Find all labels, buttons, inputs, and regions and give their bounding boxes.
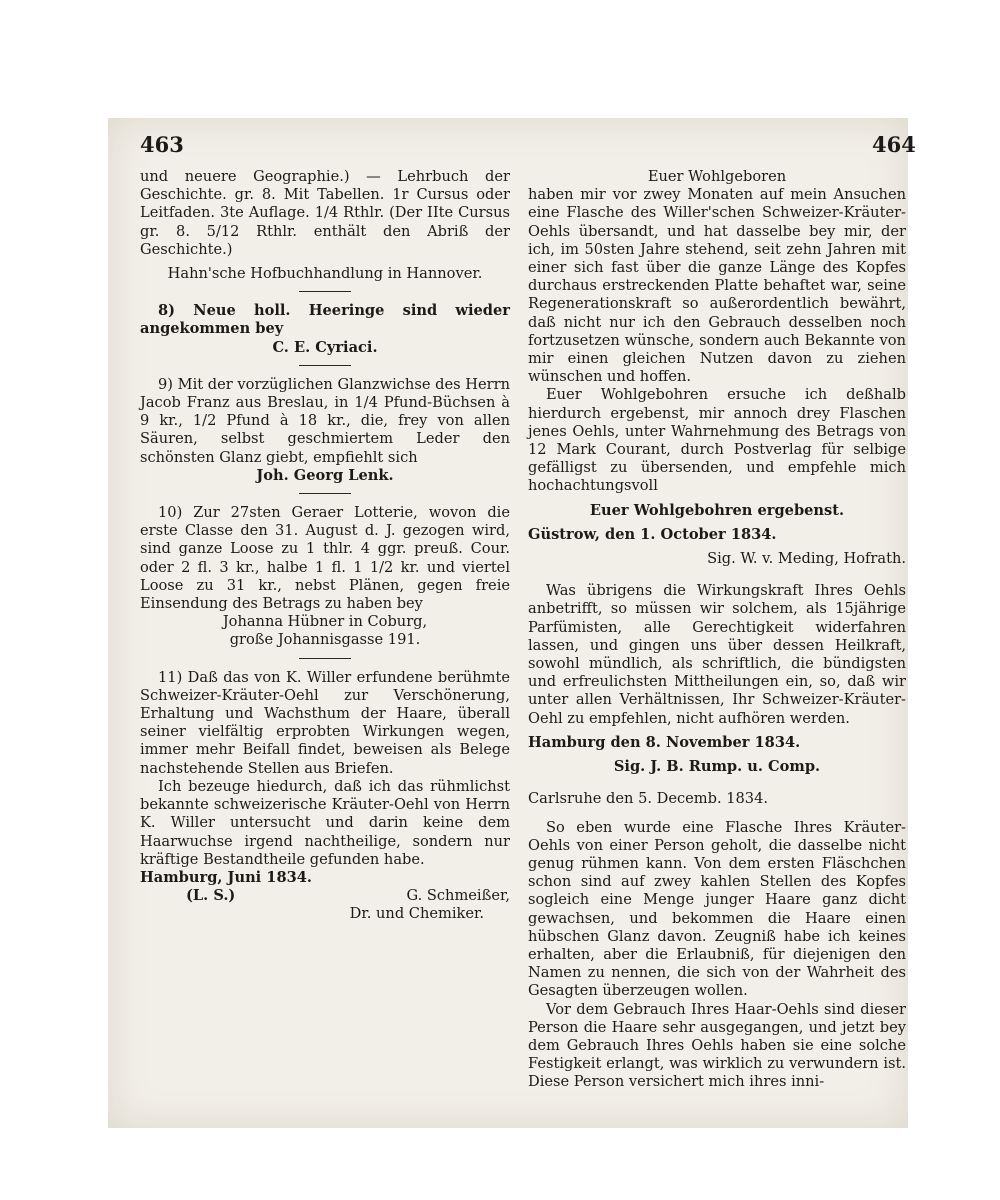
item-11-signatory-title: Dr. und Chemiker.	[349, 905, 484, 923]
item-8-text: 8) Neue holl. Heeringe sind wieder angekommen bey	[140, 302, 510, 338]
item-11-testimony: Ich bezeuge hiedurch, daß ich das rühmlichst bekannte schweizerische Kräuter-Oehl von Herrn K. Willer untersucht und darin keine dem Haarwuchse irgend nachtheilige, sondern nur kräftige Bestandtheile gefunden habe.	[140, 777, 510, 868]
item-7-text: und neuere Geographie.) — Lehrbuch der Geschichte. gr. 8. Mit Tabellen. 1r Cursus oder Leitfaden. 3te Auflage. 1/4 Rthlr. (Der IIte Cursus gr. 8. 5/12 Rthlr. enthält den Abriß der Geschichte.)	[140, 168, 510, 258]
letter-paragraph-5: Vor dem Gebrauch Ihres Haar-Oehls sind dieser Person die Haare sehr ausgegangen, und jetzt bey dem Gebrauch Ihres Oehls haben sie eine solche Festigkeit erlangt, was wirklich zu verwundern ist. Diese Person versichert mich ihres inni-	[528, 1000, 906, 1091]
item-9-text: 9) Mit der vorzüglichen Glanzwichse des Herrn Jacob Franz aus Breslau, in 1/4 Pfund-Büchsen à 9 kr., 1/2 Pfund à 18 kr., die, frey von allen Säuren, selbst geschmiertem Leder den schönsten Glanz giebt, empfiehlt sich	[140, 375, 510, 466]
separator-rule	[299, 658, 351, 659]
letter-salutation: Euer Wohlgeboren	[647, 168, 787, 185]
letter-1-place-date: Güstrow, den 1. October 1834.	[528, 525, 777, 543]
item-11-text: 11) Daß das von K. Willer erfundene berühmte Schweizer-Kräuter-Oehl zur Verschönerung, Erhaltung und Wachsthum der Haare, überall seiner vielfältig erprobten Wirkungen wegen, immer mehr Beifall findet, beweisen als Belege nachstehende Stellen aus Briefen.	[140, 668, 510, 777]
letter-paragraph-3: Was übrigens die Wirkungskraft Ihres Oehls anbetrifft, so müssen wir solchem, als 15jährige Parfümisten, alle Gerechtigkeit widerfahren lassen, und gingen uns über dessen Heilkraft, sowohl mündlich, als schriftlich, die bündigsten und erfreulichsten Mittheilungen ein, so, daß wir unter allen Verhältnissen, Ihr Schweizer-Kräuter-Oehl zu empfehlen, nicht aufhören werden.	[528, 582, 906, 727]
page-number-right: 464	[872, 132, 916, 157]
letter-paragraph-1: haben mir vor zwey Monaten auf mein Ansuchen eine Flasche des Willer'schen Schweizer-Kräuter-Oehls übersandt, und hat dasselbe bey mir, der ich, im 50sten Jahre stehend, seit zehn Jahren mit einer sich fast über die ganze Länge des Kopfes durchaus erstreckenden Platte behaftet war, seine Regenerationskraft so außerordentlich bewährt, daß nicht nur ich den Gebrauch desselben noch fortzusetzen wünsche, sondern auch Bekannte von mir einen gleichen Nutzen davon zu ziehen wünschen und hoffen.	[528, 186, 906, 386]
letter-2-signature: Sig. J. B. Rump. u. Comp.	[613, 758, 821, 776]
item-10-text: 10) Zur 27sten Geraer Lotterie, wovon die erste Classe den 31. August d. J. gezogen wird, sind ganze Loose zu 1 thlr. 4 ggr. preuß. Cour. oder 2 fl. 3 kr., halbe 1 fl. 1 1/2 kr. und viertel Loose zu 31 kr., nebst Plänen, gegen freie Einsendung des Betrags zu haben bey	[140, 504, 510, 613]
separator-rule	[299, 493, 351, 494]
item-11-signatory: G. Schmeißer,	[406, 887, 510, 905]
separator-rule	[299, 291, 351, 292]
letter-3-place-date: Carlsruhe den 5. Decemb. 1834.	[528, 790, 769, 808]
page-number-left: 463	[140, 132, 184, 157]
item-11-seal: (L. S.)	[186, 887, 236, 905]
item-11-place-date: Hamburg, Juni 1834.	[140, 868, 313, 886]
letter-closing: Euer Wohlgebohren ergebenst.	[589, 501, 845, 519]
item-8-signature: C. E. Cyriaci.	[272, 338, 378, 356]
left-column	[140, 168, 510, 924]
item-7-signature: Hahn'sche Hofbuchhandlung in Hannover.	[167, 265, 483, 283]
right-column	[528, 168, 906, 1092]
separator-rule	[299, 365, 351, 366]
letter-paragraph-2: Euer Wohlgebohren ersuche ich deßhalb hierdurch ergebenst, mir annoch drey Flaschen jenes Oehls, unter Wahrnehmung des Betrags von 12 Mark Courant, durch Postverlag für selbige gefälligst zu übersenden, und empfehle mich hochachtungsvoll	[528, 386, 906, 495]
item-10-signature-line-2: große Johannisgasse 191.	[229, 631, 421, 649]
item-9-signature: Joh. Georg Lenk.	[256, 466, 394, 484]
letter-2-place-date: Hamburg den 8. November 1834.	[528, 733, 801, 751]
letter-paragraph-4: So eben wurde eine Flasche Ihres Kräuter-Oehls von einer Person geholt, die dasselbe nicht genug rühmen kann. Von dem ersten Fläschchen schon sind auf zwey kahlen Stellen des Kopfes sogleich eine Menge junger Haare ganz dicht gewachsen, und bekommen die Haare einen hübschen Glanz davon. Zeugniß habe ich keines erhalten, aber die Erlaubniß, für diejenigen den Namen zu nennen, die sich von der Wahrheit des Gesagten überzeugen wollen.	[528, 818, 906, 1000]
item-10-signature-line-1: Johanna Hübner in Coburg,	[222, 613, 428, 631]
letter-1-signature: Sig. W. v. Meding, Hofrath.	[707, 550, 906, 568]
